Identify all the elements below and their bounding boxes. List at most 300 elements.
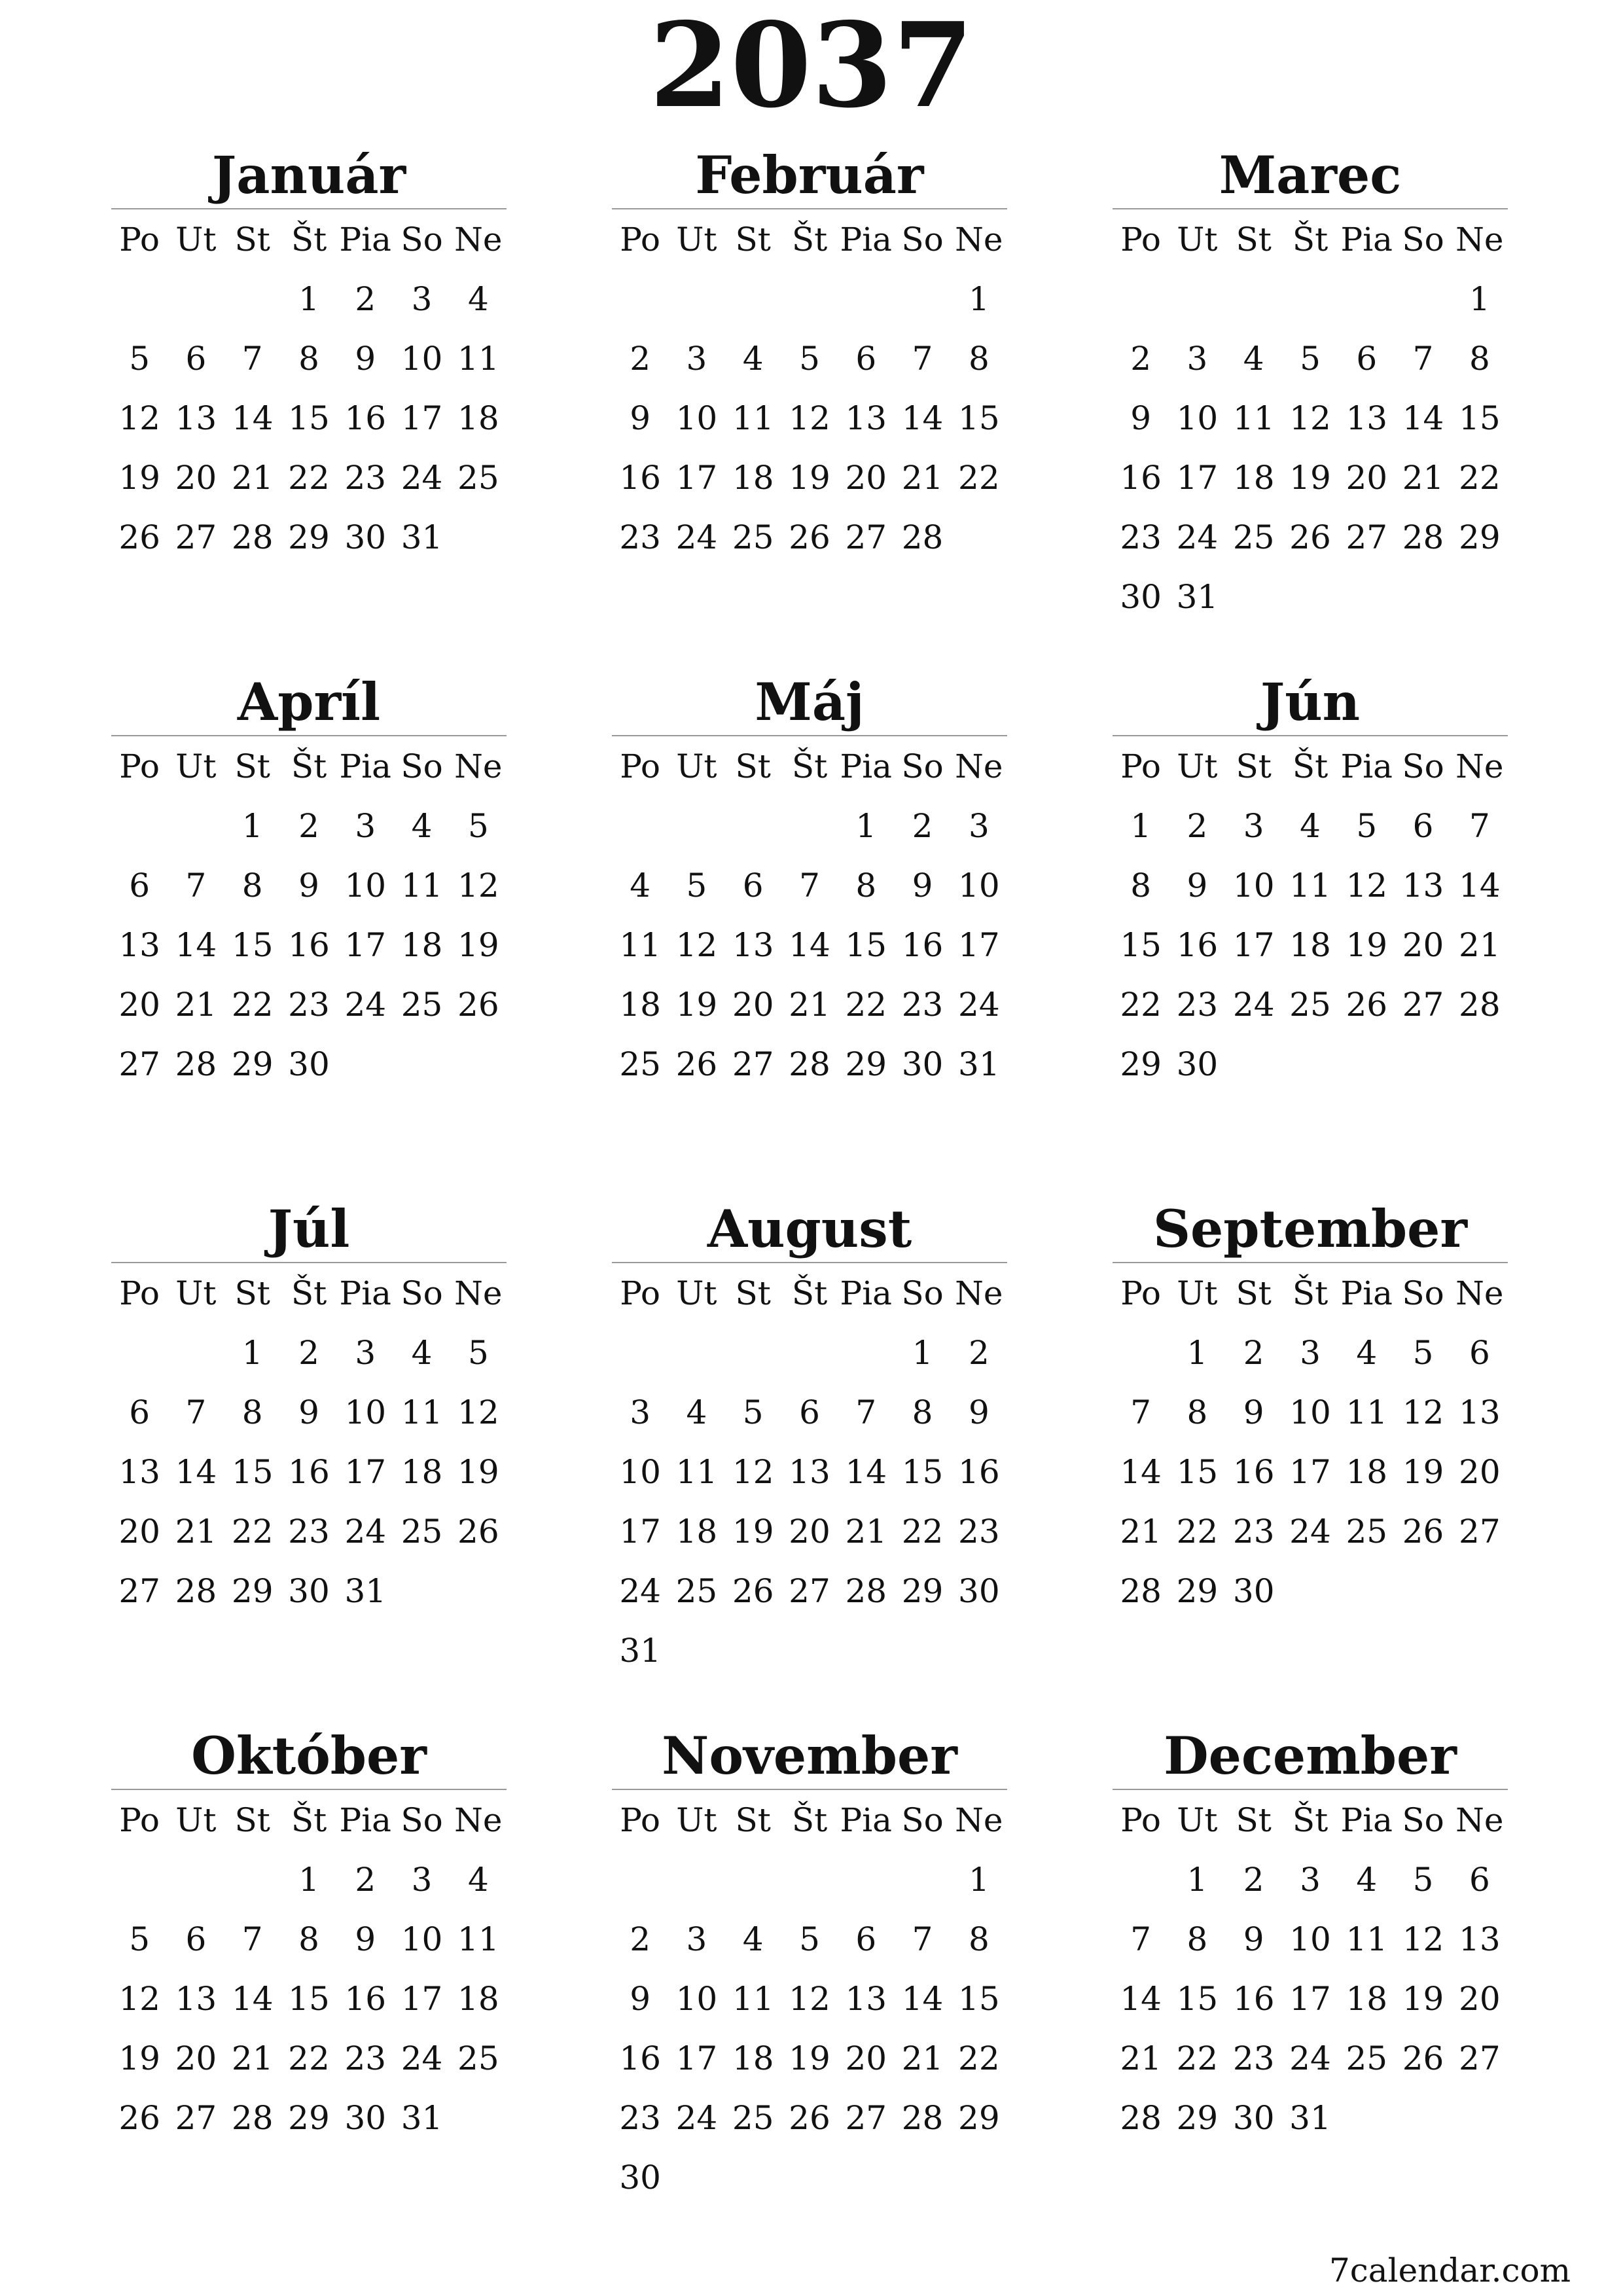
month-days-grid: [111, 209, 507, 567]
empty-day-cell: [838, 1850, 894, 1909]
day-cell: 4: [742, 1920, 764, 1958]
empty-day-cell: [224, 1850, 281, 1909]
day-cell: 24: [958, 985, 1000, 1024]
weekday-header: St: [1236, 747, 1272, 785]
day-cell: 7: [1412, 339, 1434, 378]
day-cell: 27: [1459, 1512, 1501, 1551]
day-cell: 31: [344, 1571, 387, 1610]
day-cell: 30: [1232, 1571, 1275, 1610]
day-cell: 25: [457, 2039, 499, 2077]
day-cell: 24: [1232, 985, 1275, 1024]
day-cell: 16: [344, 399, 387, 437]
day-cell: 2: [912, 806, 933, 845]
day-cell: 17: [675, 2039, 718, 2077]
day-cell: 12: [1402, 1920, 1444, 1958]
day-cell: 20: [845, 2039, 887, 2077]
weekday-header: Pia: [1340, 747, 1393, 785]
day-cell: 29: [1120, 1045, 1162, 1083]
day-cell: 26: [675, 1045, 718, 1083]
day-cell: 4: [742, 339, 764, 378]
day-cell: 9: [630, 1979, 651, 2018]
day-cell: 7: [855, 1393, 877, 1431]
day-cell: 28: [175, 1571, 217, 1610]
day-cell: 26: [1402, 2039, 1444, 2077]
day-cell: 5: [1356, 806, 1378, 845]
day-cell: 13: [1459, 1393, 1501, 1431]
day-cell: 18: [457, 399, 499, 437]
day-cell: 24: [401, 2039, 443, 2077]
day-cell: 27: [1459, 2039, 1501, 2077]
month-block: [1113, 131, 1508, 626]
day-cell: 4: [1300, 806, 1321, 845]
day-cell: 26: [457, 1512, 499, 1551]
day-cell: 2: [968, 1333, 990, 1372]
day-cell: 17: [344, 1452, 387, 1491]
day-cell: 19: [1289, 458, 1331, 497]
weekday-header: St: [1236, 1274, 1272, 1312]
day-cell: 31: [401, 2098, 443, 2137]
month-name: Máj: [612, 670, 1007, 736]
day-cell: 15: [231, 925, 274, 964]
weekday-header: St: [1236, 1801, 1272, 1839]
day-cell: 9: [1243, 1920, 1264, 1958]
day-cell: 15: [288, 399, 330, 437]
day-cell: 22: [1120, 985, 1162, 1024]
day-cell: 1: [1469, 279, 1490, 318]
day-cell: 1: [241, 806, 263, 845]
weekday-header: So: [401, 1801, 443, 1839]
day-cell: 18: [401, 925, 443, 964]
empty-day-cell: [781, 1323, 838, 1382]
day-cell: 14: [789, 925, 830, 964]
day-cell: 24: [1289, 1512, 1331, 1551]
day-cell: 12: [118, 399, 160, 437]
month-block: [111, 131, 507, 567]
weekday-header: Po: [119, 1274, 160, 1312]
weekday-header: Št: [1292, 1801, 1329, 1839]
day-cell: 15: [958, 1979, 1000, 2018]
weekday-header: Ne: [955, 747, 1003, 785]
day-cell: 13: [1459, 1920, 1501, 1958]
day-cell: 15: [1459, 399, 1501, 437]
day-cell: 10: [1289, 1393, 1331, 1431]
day-cell: 28: [175, 1045, 217, 1083]
day-cell: 14: [901, 1979, 944, 2018]
day-cell: 10: [1232, 866, 1275, 905]
day-cell: 15: [901, 1452, 944, 1491]
day-cell: 18: [732, 2039, 774, 2077]
weekday-header: Ut: [676, 747, 717, 785]
day-cell: 8: [912, 1393, 933, 1431]
day-cell: 21: [1402, 458, 1444, 497]
day-cell: 17: [619, 1512, 661, 1551]
weekday-header: Ut: [1177, 747, 1218, 785]
empty-day-cell: [1113, 1850, 1169, 1909]
weekday-header: St: [735, 220, 771, 259]
day-cell: 12: [457, 866, 499, 905]
day-cell: 11: [732, 399, 774, 437]
weekday-header: St: [735, 1801, 771, 1839]
day-cell: 12: [789, 1979, 830, 2018]
weekday-header: Po: [620, 1274, 660, 1312]
day-cell: 21: [175, 1512, 217, 1551]
month-name: Október: [111, 1723, 507, 1790]
day-cell: 9: [1243, 1393, 1264, 1431]
day-cell: 7: [241, 1920, 263, 1958]
day-cell: 5: [686, 866, 707, 905]
month-name: August: [612, 1196, 1007, 1263]
day-cell: 22: [288, 458, 330, 497]
day-cell: 6: [1412, 806, 1434, 845]
day-cell: 17: [344, 925, 387, 964]
day-cell: 20: [789, 1512, 830, 1551]
day-cell: 12: [118, 1979, 160, 2018]
day-cell: 28: [845, 1571, 887, 1610]
month-days-grid: [1113, 1263, 1508, 1621]
empty-day-cell: [111, 796, 168, 855]
empty-day-cell: [668, 1323, 724, 1382]
day-cell: 23: [344, 458, 387, 497]
day-cell: 23: [344, 2039, 387, 2077]
weekday-header: St: [735, 1274, 771, 1312]
day-cell: 10: [344, 1393, 387, 1431]
weekday-header: Št: [791, 1801, 828, 1839]
day-cell: 4: [411, 1333, 433, 1372]
day-cell: 24: [1176, 518, 1219, 556]
day-cell: 10: [958, 866, 1000, 905]
day-cell: 24: [675, 2098, 718, 2137]
day-cell: 7: [185, 1393, 207, 1431]
empty-day-cell: [668, 796, 724, 855]
weekday-header: St: [735, 747, 771, 785]
day-cell: 5: [467, 1333, 489, 1372]
day-cell: 14: [845, 1452, 887, 1491]
day-cell: 6: [185, 1920, 207, 1958]
weekday-header: Ne: [454, 220, 503, 259]
weekday-header: Pia: [840, 1801, 892, 1839]
day-cell: 22: [1176, 1512, 1219, 1551]
day-cell: 29: [1176, 2098, 1219, 2137]
day-cell: 6: [185, 339, 207, 378]
weekday-header: Ut: [676, 1274, 717, 1312]
empty-day-cell: [1113, 269, 1169, 329]
empty-day-cell: [725, 1323, 781, 1382]
month-block: [111, 1185, 507, 1621]
weekday-header: Ne: [955, 220, 1003, 259]
day-cell: 26: [1346, 985, 1388, 1024]
day-cell: 3: [968, 806, 990, 845]
month-days-grid: [1113, 1790, 1508, 2147]
day-cell: 16: [1232, 1452, 1275, 1491]
day-cell: 23: [288, 1512, 330, 1551]
day-cell: 21: [231, 458, 274, 497]
weekday-header: Ut: [175, 220, 217, 259]
day-cell: 10: [675, 399, 718, 437]
day-cell: 4: [1356, 1860, 1378, 1899]
month-days-grid: [612, 1790, 1007, 2207]
day-cell: 18: [732, 458, 774, 497]
day-cell: 4: [630, 866, 651, 905]
month-name: Január: [111, 143, 507, 209]
day-cell: 15: [1176, 1979, 1219, 2018]
day-cell: 15: [1176, 1452, 1219, 1491]
day-cell: 4: [1356, 1333, 1378, 1372]
day-cell: 29: [901, 1571, 944, 1610]
weekday-header: Pia: [1340, 1801, 1393, 1839]
weekday-header: Ut: [676, 1801, 717, 1839]
weekday-header: Po: [1120, 220, 1161, 259]
day-cell: 9: [355, 339, 376, 378]
day-cell: 7: [1469, 806, 1490, 845]
day-cell: 11: [1346, 1920, 1388, 1958]
day-cell: 26: [457, 985, 499, 1024]
weekday-header: So: [401, 747, 443, 785]
day-cell: 27: [732, 1045, 774, 1083]
empty-day-cell: [725, 796, 781, 855]
day-cell: 13: [845, 399, 887, 437]
empty-day-cell: [224, 269, 281, 329]
day-cell: 10: [344, 866, 387, 905]
day-cell: 16: [1176, 925, 1219, 964]
day-cell: 3: [1300, 1333, 1321, 1372]
day-cell: 22: [958, 2039, 1000, 2077]
empty-day-cell: [111, 1850, 168, 1909]
day-cell: 25: [1289, 985, 1331, 1024]
day-cell: 23: [619, 2098, 661, 2137]
weekday-header: Po: [1120, 1274, 1161, 1312]
day-cell: 27: [175, 518, 217, 556]
day-cell: 17: [958, 925, 1000, 964]
month-days-grid: [1113, 736, 1508, 1094]
day-cell: 9: [355, 1920, 376, 1958]
day-cell: 5: [799, 339, 820, 378]
day-cell: 6: [799, 1393, 820, 1431]
day-cell: 13: [118, 925, 160, 964]
weekday-header: Ut: [1177, 1801, 1218, 1839]
month-block: [111, 1712, 507, 2147]
day-cell: 20: [1459, 1452, 1501, 1491]
day-cell: 4: [411, 806, 433, 845]
weekday-header: Št: [1292, 747, 1329, 785]
day-cell: 3: [1243, 806, 1264, 845]
weekday-header: St: [1236, 220, 1272, 259]
month-days-grid: [111, 736, 507, 1094]
day-cell: 12: [1402, 1393, 1444, 1431]
day-cell: 10: [675, 1979, 718, 2018]
day-cell: 29: [1176, 1571, 1219, 1610]
day-cell: 5: [1412, 1333, 1434, 1372]
month-name: Marec: [1113, 143, 1508, 209]
day-cell: 24: [675, 518, 718, 556]
day-cell: 28: [1459, 985, 1501, 1024]
day-cell: 6: [855, 339, 877, 378]
day-cell: 13: [1346, 399, 1388, 437]
weekday-header: St: [234, 1801, 270, 1839]
day-cell: 21: [901, 458, 944, 497]
day-cell: 22: [901, 1512, 944, 1551]
weekday-header: Ne: [955, 1274, 1003, 1312]
day-cell: 11: [401, 866, 443, 905]
day-cell: 30: [1232, 2098, 1275, 2137]
empty-day-cell: [668, 1850, 724, 1909]
day-cell: 3: [355, 1333, 376, 1372]
day-cell: 1: [1186, 1333, 1208, 1372]
empty-day-cell: [668, 269, 724, 329]
day-cell: 18: [619, 985, 661, 1024]
weekday-header: Pia: [840, 1274, 892, 1312]
weekday-header: Po: [620, 220, 660, 259]
weekday-header: Št: [291, 1801, 327, 1839]
weekday-header: Ne: [454, 1801, 503, 1839]
day-cell: 25: [401, 985, 443, 1024]
day-cell: 7: [799, 866, 820, 905]
day-cell: 25: [1346, 2039, 1388, 2077]
day-cell: 11: [1232, 399, 1275, 437]
empty-day-cell: [1395, 269, 1451, 329]
weekday-header: So: [901, 747, 944, 785]
weekday-header: Pia: [339, 1801, 391, 1839]
day-cell: 30: [958, 1571, 1000, 1610]
month-days-grid: [612, 736, 1007, 1094]
day-cell: 14: [175, 925, 217, 964]
day-cell: 8: [1186, 1393, 1208, 1431]
day-cell: 11: [675, 1452, 718, 1491]
day-cell: 17: [1289, 1979, 1331, 2018]
day-cell: 18: [675, 1512, 718, 1551]
empty-day-cell: [168, 269, 224, 329]
day-cell: 11: [1289, 866, 1331, 905]
day-cell: 4: [467, 279, 489, 318]
day-cell: 22: [1459, 458, 1501, 497]
weekday-header: Št: [791, 747, 828, 785]
day-cell: 25: [619, 1045, 661, 1083]
day-cell: 11: [457, 339, 499, 378]
day-cell: 4: [1243, 339, 1264, 378]
weekday-header: Po: [119, 747, 160, 785]
day-cell: 16: [288, 925, 330, 964]
day-cell: 14: [1459, 866, 1501, 905]
day-cell: 12: [1289, 399, 1331, 437]
empty-day-cell: [111, 1323, 168, 1382]
day-cell: 25: [732, 2098, 774, 2137]
day-cell: 26: [1402, 1512, 1444, 1551]
weekday-header: Po: [1120, 1801, 1161, 1839]
day-cell: 3: [1300, 1860, 1321, 1899]
month-name: Jún: [1113, 670, 1508, 736]
day-cell: 24: [344, 985, 387, 1024]
day-cell: 30: [288, 1571, 330, 1610]
day-cell: 23: [901, 985, 944, 1024]
weekday-header: Ne: [454, 747, 503, 785]
day-cell: 30: [1176, 1045, 1219, 1083]
day-cell: 13: [118, 1452, 160, 1491]
day-cell: 23: [288, 985, 330, 1024]
day-cell: 4: [686, 1393, 707, 1431]
day-cell: 21: [845, 1512, 887, 1551]
day-cell: 10: [1176, 399, 1219, 437]
day-cell: 1: [1130, 806, 1152, 845]
weekday-header: Št: [291, 220, 327, 259]
day-cell: 20: [118, 985, 160, 1024]
weekday-header: Pia: [840, 220, 892, 259]
day-cell: 1: [1186, 1860, 1208, 1899]
weekday-header: Ut: [1177, 1274, 1218, 1312]
day-cell: 22: [231, 1512, 274, 1551]
day-cell: 14: [231, 399, 274, 437]
weekday-header: Št: [291, 1274, 327, 1312]
day-cell: 14: [1120, 1979, 1162, 2018]
day-cell: 17: [401, 399, 443, 437]
day-cell: 9: [298, 1393, 319, 1431]
day-cell: 11: [619, 925, 661, 964]
day-cell: 28: [789, 1045, 830, 1083]
weekday-header: St: [234, 1274, 270, 1312]
month-block: [1113, 1185, 1508, 1621]
weekday-header: Po: [620, 747, 660, 785]
weekday-header: St: [234, 747, 270, 785]
day-cell: 12: [789, 399, 830, 437]
day-cell: 29: [288, 2098, 330, 2137]
weekday-header: Št: [791, 220, 828, 259]
day-cell: 12: [457, 1393, 499, 1431]
day-cell: 24: [401, 458, 443, 497]
weekday-header: Pia: [840, 747, 892, 785]
day-cell: 7: [912, 1920, 933, 1958]
day-cell: 27: [118, 1571, 160, 1610]
day-cell: 30: [619, 2158, 661, 2197]
day-cell: 16: [958, 1452, 1000, 1491]
day-cell: 15: [288, 1979, 330, 2018]
empty-day-cell: [612, 1323, 668, 1382]
day-cell: 18: [1232, 458, 1275, 497]
day-cell: 18: [1346, 1452, 1388, 1491]
day-cell: 19: [457, 1452, 499, 1491]
weekday-header: Pia: [339, 747, 391, 785]
day-cell: 5: [799, 1920, 820, 1958]
month-block: [612, 658, 1007, 1094]
empty-day-cell: [725, 1850, 781, 1909]
day-cell: 21: [789, 985, 830, 1024]
day-cell: 31: [1176, 577, 1219, 616]
day-cell: 30: [1120, 577, 1162, 616]
day-cell: 3: [686, 339, 707, 378]
empty-day-cell: [1113, 1323, 1169, 1382]
day-cell: 8: [855, 866, 877, 905]
day-cell: 9: [630, 399, 651, 437]
weekday-header: Št: [1292, 220, 1329, 259]
day-cell: 25: [1346, 1512, 1388, 1551]
weekday-header: Ne: [1455, 1274, 1504, 1312]
month-block: [1113, 658, 1508, 1094]
day-cell: 30: [288, 1045, 330, 1083]
day-cell: 27: [1346, 518, 1388, 556]
day-cell: 2: [630, 1920, 651, 1958]
day-cell: 10: [401, 339, 443, 378]
day-cell: 2: [298, 806, 319, 845]
day-cell: 9: [1186, 866, 1208, 905]
day-cell: 25: [732, 518, 774, 556]
day-cell: 1: [855, 806, 877, 845]
day-cell: 29: [288, 518, 330, 556]
day-cell: 5: [129, 339, 151, 378]
day-cell: 30: [344, 518, 387, 556]
empty-day-cell: [1282, 269, 1338, 329]
day-cell: 19: [118, 2039, 160, 2077]
day-cell: 20: [175, 2039, 217, 2077]
weekday-header: Ut: [175, 1274, 217, 1312]
day-cell: 23: [1232, 1512, 1275, 1551]
day-cell: 22: [845, 985, 887, 1024]
